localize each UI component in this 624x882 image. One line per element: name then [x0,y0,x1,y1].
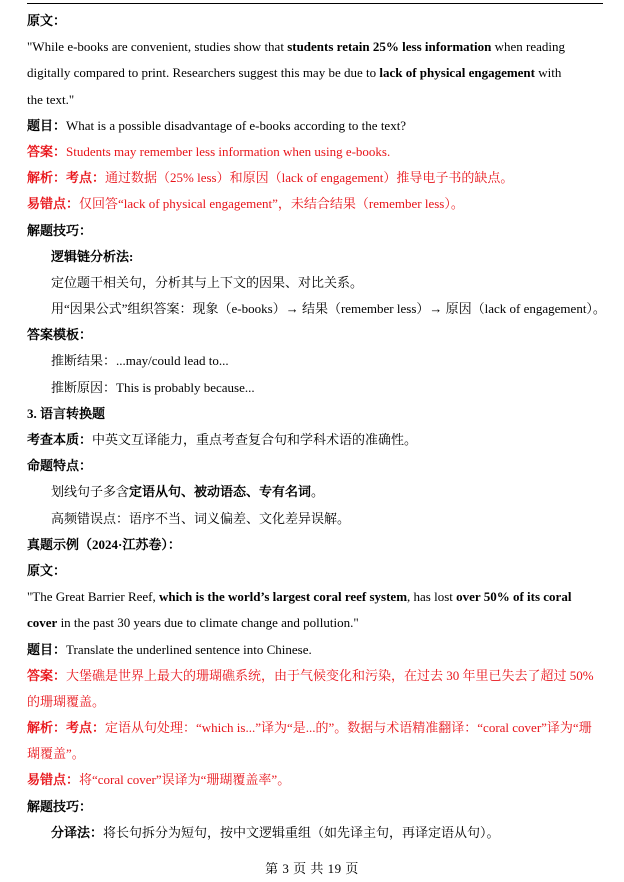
answer-line: 答案：Students may remember less information when using e-books. [27,143,391,159]
page-number: 第 3 页 共 19 页 [265,861,359,876]
analysis-line: 解析：考点：通过数据（25% less）和原因（lack of engagement）推导电子书的缺点。 [27,170,514,186]
section-heading: 3. 语言转换题 [27,405,106,421]
example-heading: 真题示例（2024·江苏卷）： [27,536,181,552]
feature-item: 划线句子多含定语从句、被动语态、专有名词。 [51,484,325,500]
passage-line: "While e-books are convenient, studies show that students retain 25% less information when reading [27,39,565,55]
passage-line: digitally compared to print. Researchers suggest this may be due to lack of physical engagement with [27,65,562,81]
header-rule [27,3,603,4]
passage-line: the text." [27,91,75,107]
method-line: 分译法：将长句拆分为短句，按中文逻辑重组（如先译主句，再译定语从句）。 [51,824,500,840]
common-mistake-line: 易错点：仅回答“lack of physical engagement”，未结合结果（remember less）。 [27,196,464,212]
analysis-line: 瑚覆盖”。 [27,746,85,762]
method-step: 用“因果公式”组织答案：现象（e-books）→ 结果（remember less）→ 原因（lack of engagement）。 [51,301,606,317]
analysis-line: 解析：考点：定语从句处理：“which is...”译为“是...的”。数据与术语精准翻译：“coral cover”译为“珊 [27,720,592,736]
tips-label: 解题技巧： [27,798,93,814]
essence-line: 考查本质：中英文互译能力，重点考查复合句和学科术语的准确性。 [27,432,418,447]
passage-emphasis: over 50% of its coral [456,589,572,605]
passage-line: cover in the past 30 years due to climate change and pollution." [27,615,359,631]
passage-emphasis: cover [27,615,58,631]
original-text-label: 原文： [27,13,67,28]
feature-item: 高频错误点：语序不当、词义偏差、文化差异误解。 [51,510,351,526]
answer-line: 的珊瑚覆盖。 [27,693,106,709]
method-step: 定位题干相关句，分析其与上下文的因果、对比关系。 [51,274,364,290]
passage-emphasis: lack of physical engagement [379,65,535,81]
passage-emphasis: students retain 25% less information [287,39,492,55]
template-label: 答案模板： [27,327,93,343]
question-line: 题目：Translate the underlined sentence into Chinese. [27,641,312,657]
common-mistake-line: 易错点：将“coral cover”误译为“珊瑚覆盖率”。 [27,772,291,788]
question-line: 题目：What is a possible disadvantage of e-books according to the text? [27,117,407,133]
template-item: 推断结果：...may/could lead to... [51,353,229,369]
passage-emphasis: which is the world’s largest coral reef system [159,589,408,605]
document-page [27,8,605,846]
method-title: 逻辑链分析法: [51,248,134,264]
features-label: 命题特点： [27,458,93,474]
passage-line: "The Great Barrier Reef, which is the world’s largest coral reef system, has lost over 50% of its coral [27,589,572,605]
tips-label: 解题技巧： [27,222,93,238]
template-item: 推断原因：This is probably because... [51,379,255,395]
answer-line: 答案：大堡礁是世界上最大的珊瑚礁系统，由于气候变化和污染，在过去 30 年里已失去了超过 50% [27,667,594,683]
original-text-label: 原文： [27,562,67,578]
